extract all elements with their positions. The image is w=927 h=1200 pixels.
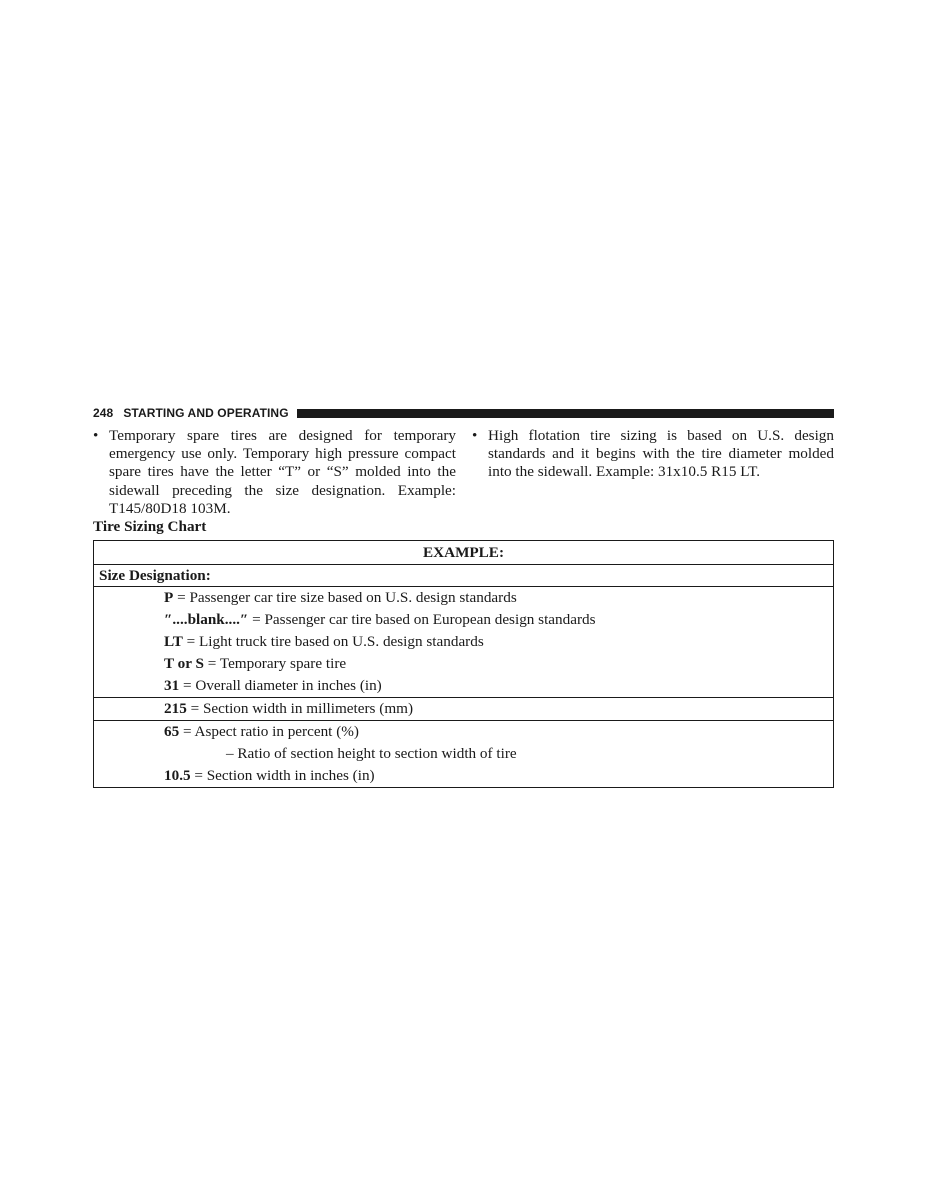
row-key: P xyxy=(164,589,174,606)
table-row xyxy=(94,631,833,653)
table-row xyxy=(94,765,833,787)
entries-group-3 xyxy=(94,721,834,788)
row-key: 65 xyxy=(164,723,180,740)
bullet-icon: • xyxy=(93,427,99,444)
row-description: = Aspect ratio in percent (%) xyxy=(179,723,359,740)
page-number: 248 xyxy=(93,406,114,420)
table-row xyxy=(94,743,833,765)
table-row xyxy=(94,609,833,631)
row-description: = Temporary spare tire xyxy=(203,655,347,672)
table-row xyxy=(94,698,833,720)
row-subtext: – Ratio of section height to section width of tire xyxy=(226,745,517,762)
example-header-cell xyxy=(94,541,834,565)
section-title: STARTING AND OPERATING xyxy=(123,406,289,420)
table-row xyxy=(94,653,833,675)
row-description: = Passenger car tire size based on U.S. design standards xyxy=(173,589,517,606)
table-row xyxy=(94,587,833,609)
bullet-icon: • xyxy=(472,427,478,444)
chart-title: Tire Sizing Chart xyxy=(93,518,207,535)
size-designation-label: Size Designation: xyxy=(99,566,211,584)
left-column xyxy=(93,427,456,518)
size-designation-cell xyxy=(94,565,834,587)
row-description: = Passenger car tire based on European design standards xyxy=(248,611,596,628)
row-key: 31 xyxy=(164,677,180,694)
row-key: 215 xyxy=(164,700,187,717)
right-column xyxy=(472,427,834,482)
page-header xyxy=(93,404,834,422)
tire-sizing-table xyxy=(93,540,834,788)
header-rule xyxy=(297,409,834,418)
entries-group-2 xyxy=(94,698,834,721)
high-flotation-bullet xyxy=(472,427,834,482)
table-row xyxy=(94,675,833,697)
row-key: LT xyxy=(164,633,183,650)
temporary-spare-bullet xyxy=(93,427,456,518)
example-header: EXAMPLE: xyxy=(423,543,504,561)
bullet-text: Temporary spare tires are designed for temporary emergency use only. Temporary high pressure compact spare tires have the letter “T” or “S” molded into the sidewall preceding the size designation. Example: T145/80D18 103M. xyxy=(109,427,456,517)
table-row xyxy=(94,721,833,743)
row-key: ″....blank....″ xyxy=(164,611,249,628)
row-description: = Overall diameter in inches (in) xyxy=(179,677,382,694)
row-key: T or S xyxy=(164,655,204,672)
row-description: = Section width in inches (in) xyxy=(190,767,375,784)
bullet-text: High flotation tire sizing is based on U.S. design standards and it begins with the tire diameter molded into the sidewall. Example: 31x10.5 R15 LT. xyxy=(488,427,834,481)
row-key: 10.5 xyxy=(164,767,191,784)
entries-group-1 xyxy=(94,587,834,698)
row-description: = Section width in millimeters (mm) xyxy=(186,700,414,717)
row-description: = Light truck tire based on U.S. design standards xyxy=(182,633,484,650)
